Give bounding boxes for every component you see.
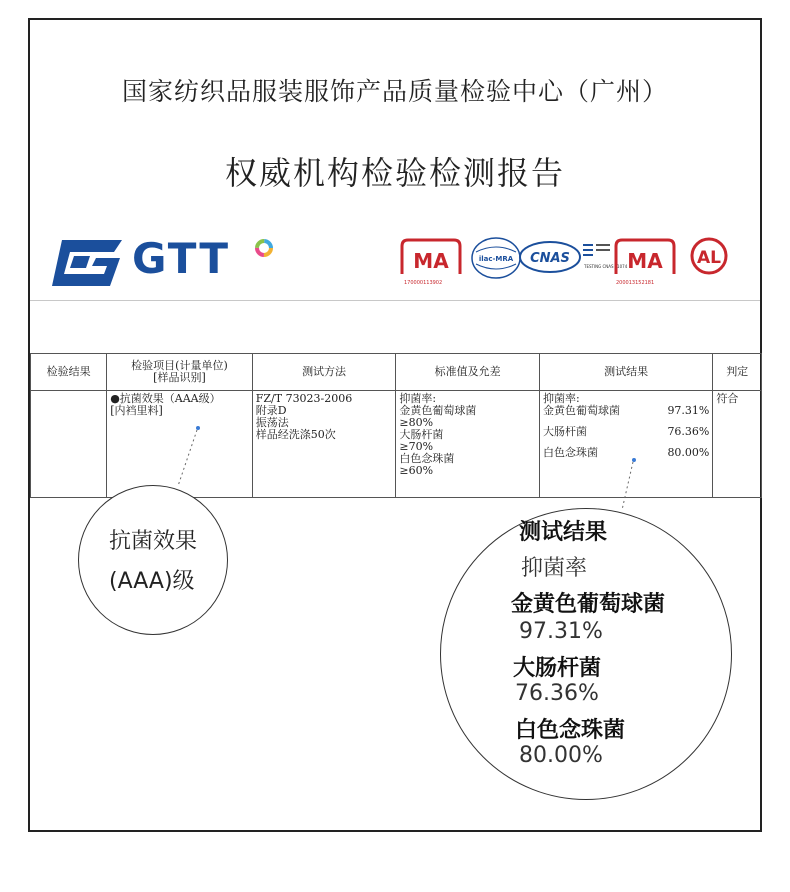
cell-verdict: 符合 [713, 391, 762, 498]
result-title: 抑菌率: [542, 392, 580, 405]
cnas-text: CNAS [530, 251, 570, 266]
method-line: FZ/T 73023-2006 [255, 392, 353, 405]
standard-line: 大肠杆菌 [399, 428, 444, 441]
callout-item-name: 白色念珠菌 [515, 718, 626, 743]
cal-logo-text: AL [697, 248, 721, 268]
item-name: 抗菌效果（AAA级） [119, 392, 221, 405]
result-name: 大肠杆菌 [542, 425, 587, 438]
callout-left-line2: (AAA)级 [109, 569, 195, 594]
header-inspection-result: 检验结果 [31, 354, 107, 391]
institution-title: 国家纺织品服装服饰产品质量检验中心（广州） [121, 77, 668, 106]
callout-item-value: 80.00% [519, 743, 603, 768]
method-line: 附录D [255, 404, 287, 417]
item-sample: [内裆里料] [110, 404, 163, 417]
header-verdict: 判定 [713, 354, 762, 391]
callout-antibacterial [78, 485, 228, 635]
header-test-item: 检验项目(计量单位) [样品识别] [107, 354, 253, 391]
callout-left-line1: 抗菌效果 [109, 529, 198, 554]
standard-line: ≥80% [399, 416, 434, 429]
result-value: 97.31% [667, 404, 710, 417]
cma-number-1: 170000113902 [404, 280, 443, 286]
cma-logo-text-1: MA [413, 249, 449, 273]
result-value: 80.00% [667, 446, 710, 459]
header-test-method: 测试方法 [252, 354, 396, 391]
callout-subtitle: 抑菌率 [521, 556, 588, 581]
result-name: 金黄色葡萄球菌 [542, 404, 620, 417]
standard-line: 白色念珠菌 [399, 452, 455, 465]
standard-line: ≥70% [399, 440, 434, 453]
bullet: ● [110, 392, 120, 405]
result-value: 76.36% [667, 425, 710, 438]
standard-line: ≥60% [399, 464, 434, 477]
ilac-mra-text: ilac-MRA [478, 255, 514, 263]
callout-title: 测试结果 [519, 520, 608, 545]
report-title: 权威机构检验检测报告 [224, 154, 565, 192]
callout-item-name: 大肠杆菌 [513, 656, 602, 681]
callout-test-results [440, 508, 732, 800]
cma-number-2: 200013152181 [616, 280, 655, 286]
header-test-result: 测试结果 [539, 354, 712, 391]
result-name: 白色念珠菌 [542, 446, 598, 459]
cnas-sub-text: TESTING CNAS L1074 [584, 264, 628, 269]
gtt-logo-text: GTT [132, 234, 230, 283]
callout-item-name: 金黄色葡萄球菌 [511, 592, 666, 617]
method-line: 样品经洗涤50次 [255, 428, 336, 441]
standard-line: 金黄色葡萄球菌 [399, 404, 477, 417]
header-standard: 标准值及允差 [396, 354, 540, 391]
callout-item-value: 76.36% [515, 681, 599, 706]
method-line: 振荡法 [255, 416, 289, 429]
standard-line: 抑菌率: [399, 392, 437, 405]
callout-item-value: 97.31% [519, 619, 603, 644]
cma-logo-text-2: MA [627, 249, 663, 273]
